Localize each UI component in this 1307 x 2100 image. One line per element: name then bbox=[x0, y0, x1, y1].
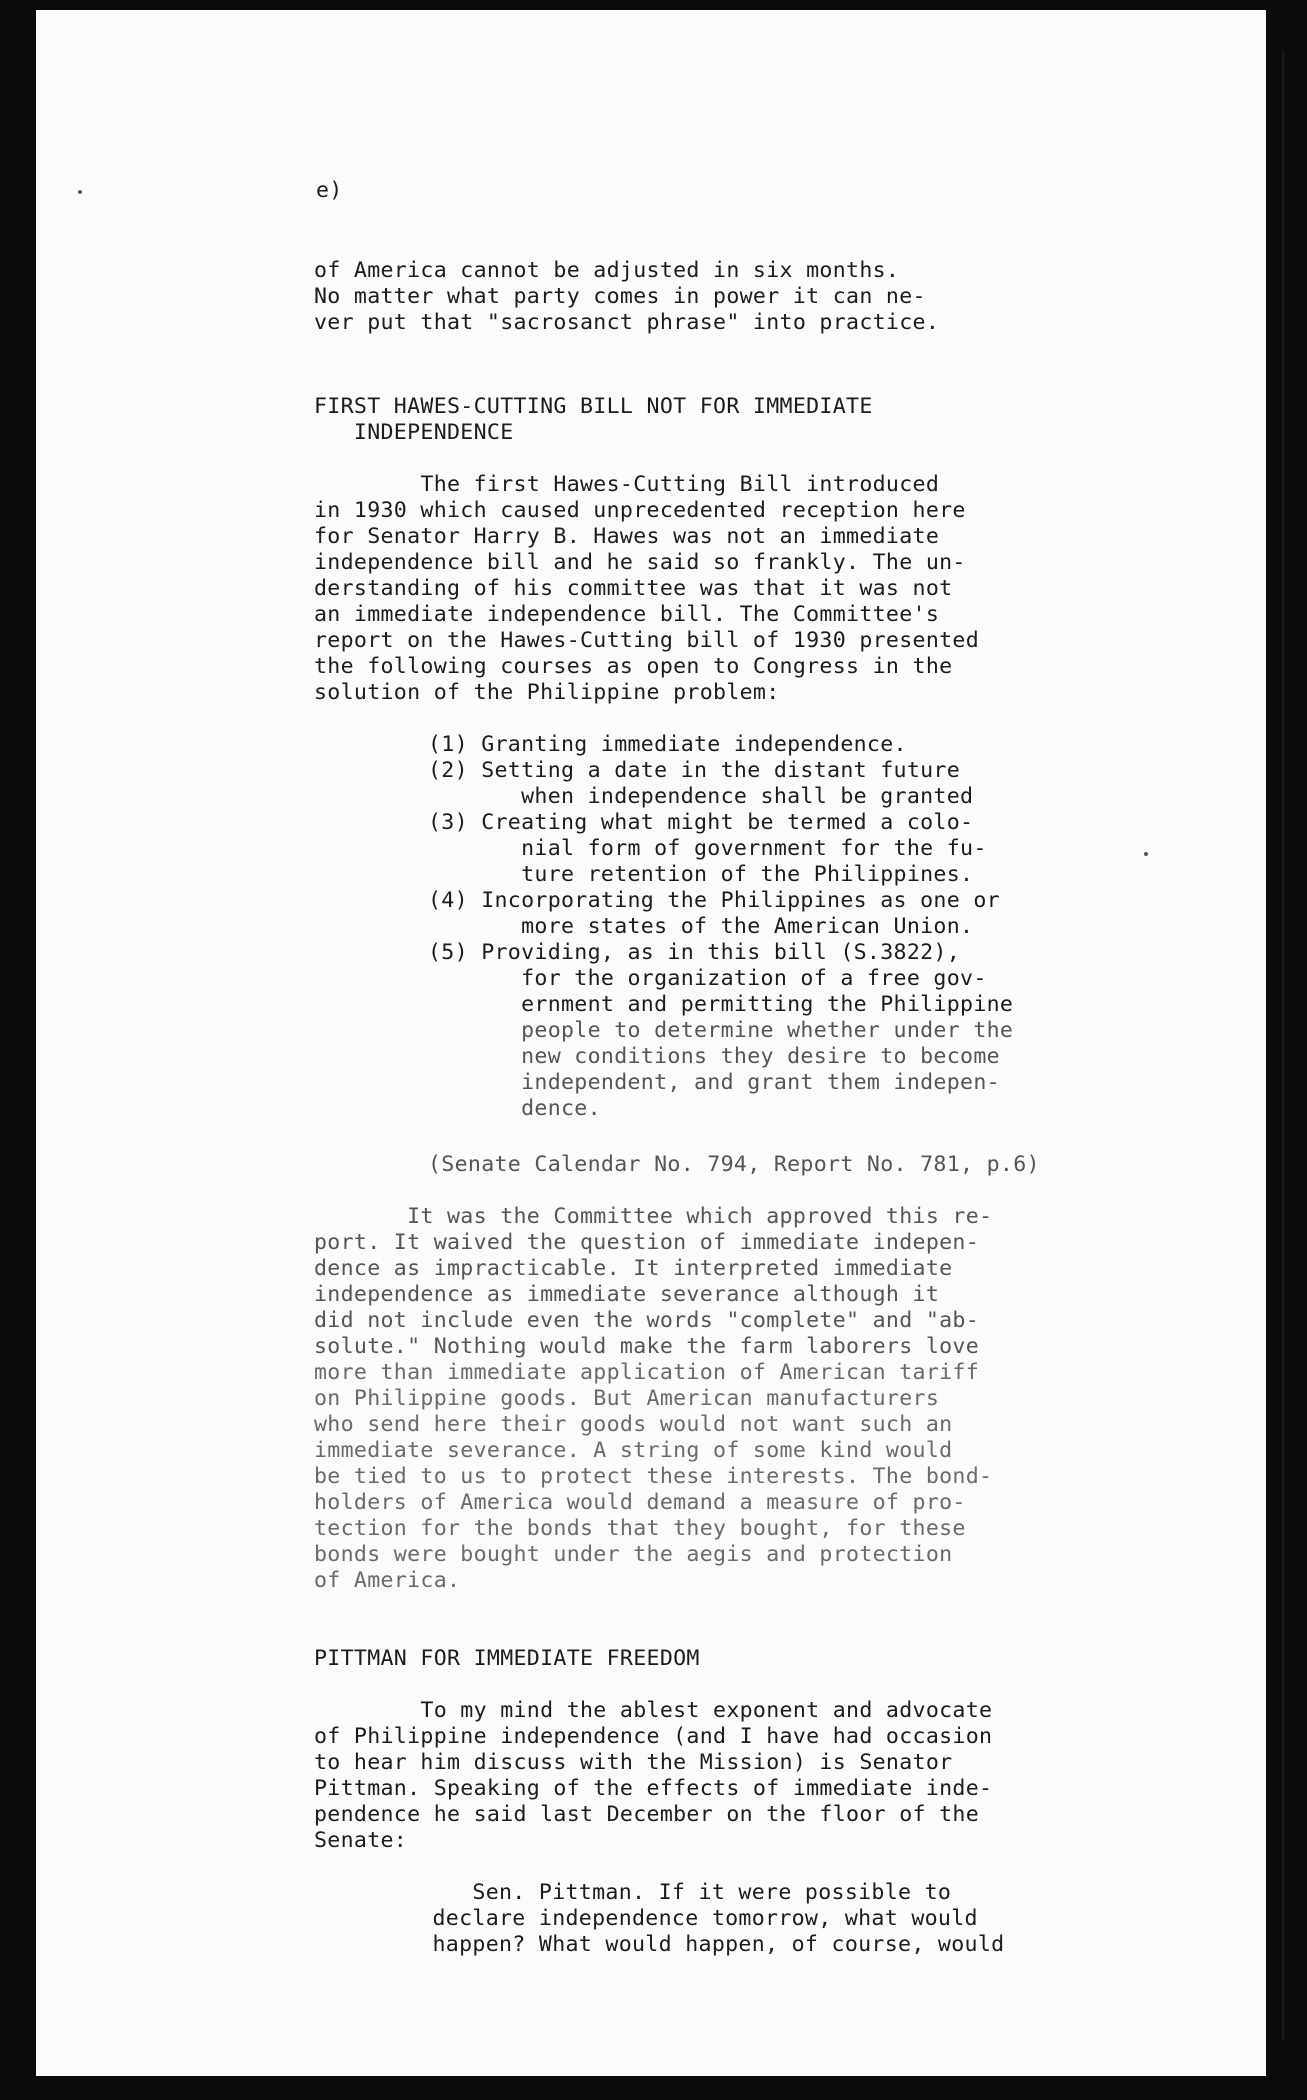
list-item: new conditions they desire to become bbox=[428, 1044, 1000, 1069]
list-item: for the organization of a free gov- bbox=[428, 966, 987, 991]
text-line: report on the Hawes-Cutting bill of 1930 presented bbox=[314, 628, 980, 653]
text-line: of America cannot be adjusted in six months. bbox=[314, 258, 900, 283]
text-line: independence bill and he said so frankly. The un- bbox=[314, 550, 966, 575]
text-line: be tied to us to protect these interests. The bond- bbox=[314, 1464, 993, 1489]
report-citation: (Senate Calendar No. 794, Report No. 781, p.6) bbox=[428, 1152, 1040, 1177]
quote-line: Sen. Pittman. If it were possible to bbox=[366, 1880, 952, 1905]
list-item: people to determine whether under the bbox=[428, 1018, 1014, 1043]
text-line: independence as immediate severance although it bbox=[314, 1282, 940, 1307]
heading-line: INDEPENDENCE bbox=[314, 420, 514, 445]
text-line: did not include even the words "complete" and "ab- bbox=[314, 1308, 980, 1333]
text-line: bonds were bought under the aegis and protection bbox=[314, 1542, 953, 1567]
text-line: It was the Committee which approved this re- bbox=[314, 1204, 993, 1229]
stray-ink-mark bbox=[78, 190, 82, 194]
list-item: when independence shall be granted bbox=[428, 784, 974, 809]
text-line: of America. bbox=[314, 1568, 461, 1593]
text-line: for Senator Harry B. Hawes was not an immediate bbox=[314, 524, 940, 549]
text-line: immediate severance. A string of some kind would bbox=[314, 1438, 953, 1463]
text-line: an immediate independence bill. The Committee's bbox=[314, 602, 940, 627]
text-line: in 1930 which caused unprecedented reception here bbox=[314, 498, 966, 523]
text-line: to hear him discuss with the Mission) is Senator bbox=[314, 1750, 953, 1775]
text-line: the following courses as open to Congress in the bbox=[314, 654, 953, 679]
list-item: more states of the American Union. bbox=[428, 914, 974, 939]
quote-line: declare independence tomorrow, what would bbox=[366, 1906, 978, 1931]
text-line: tection for the bonds that they bought, for these bbox=[314, 1516, 966, 1541]
text-line: solute." Nothing would make the farm laborers love bbox=[314, 1334, 980, 1359]
list-item: (5) Providing, as in this bill (S.3822), bbox=[428, 940, 961, 965]
page-edge-shadow bbox=[1282, 50, 1284, 2040]
text-line: No matter what party comes in power it can ne- bbox=[314, 284, 926, 309]
text-line: Senate: bbox=[314, 1828, 408, 1853]
list-item: (3) Creating what might be termed a colo- bbox=[428, 810, 974, 835]
text-line: ver put that "sacrosanct phrase" into practice. bbox=[314, 310, 940, 335]
text-line: holders of America would demand a measure of pro- bbox=[314, 1490, 966, 1515]
list-item: ernment and permitting the Philippine bbox=[428, 992, 1014, 1017]
text-line: The first Hawes-Cutting Bill introduced bbox=[314, 472, 940, 497]
list-item: (4) Incorporating the Philippines as one or bbox=[428, 888, 1000, 913]
list-item: dence. bbox=[428, 1096, 601, 1121]
text-line: of Philippine independence (and I have had occasion bbox=[314, 1724, 993, 1749]
scan-border bbox=[0, 2076, 1307, 2100]
page-marker: e) bbox=[316, 178, 343, 203]
text-line: more than immediate application of American tariff bbox=[314, 1360, 980, 1385]
list-item: (1) Granting immediate independence. bbox=[428, 732, 907, 757]
text-line: solution of the Philippine problem: bbox=[314, 680, 780, 705]
text-line: who send here their goods would not want such an bbox=[314, 1412, 953, 1437]
typed-page bbox=[36, 10, 1266, 2076]
text-line: port. It waived the question of immediate indepen- bbox=[314, 1230, 980, 1255]
text-line: Pittman. Speaking of the effects of immediate inde- bbox=[314, 1776, 993, 1801]
heading-line: FIRST HAWES-CUTTING BILL NOT FOR IMMEDIATE bbox=[314, 394, 873, 419]
section-heading-pittman: PITTMAN FOR IMMEDIATE FREEDOM bbox=[314, 1646, 700, 1671]
list-item: (2) Setting a date in the distant future bbox=[428, 758, 961, 783]
list-item: nial form of government for the fu- bbox=[428, 836, 987, 861]
text-line: pendence he said last December on the floor of the bbox=[314, 1802, 980, 1827]
text-line: on Philippine goods. But American manufacturers bbox=[314, 1386, 940, 1411]
quote-line: happen? What would happen, of course, would bbox=[366, 1932, 1005, 1957]
list-item: independent, and grant them indepen- bbox=[428, 1070, 1000, 1095]
stray-ink-mark bbox=[1144, 852, 1148, 856]
text-line: To my mind the ablest exponent and advocate bbox=[314, 1698, 993, 1723]
text-line: dence as impracticable. It interpreted immediate bbox=[314, 1256, 953, 1281]
text-line: derstanding of his committee was that it was not bbox=[314, 576, 953, 601]
list-item: ture retention of the Philippines. bbox=[428, 862, 974, 887]
